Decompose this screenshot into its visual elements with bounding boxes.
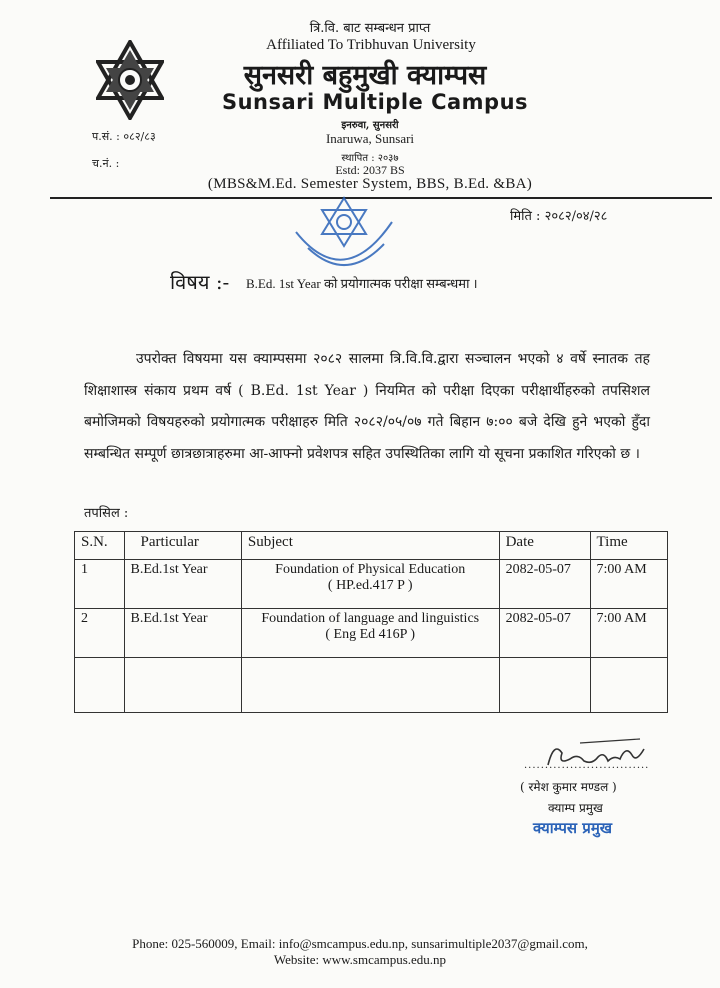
table-header-row: [75, 532, 668, 560]
campus-logo: [96, 40, 164, 120]
letter-date: मिति : २०८२/०४/२८: [510, 209, 608, 224]
row-time: 7:00 AM: [590, 609, 667, 658]
established-np: स्थापित : २०३७: [341, 153, 399, 164]
header-particular: Particular: [124, 532, 241, 560]
row-particular: B.Ed.1st Year: [124, 560, 241, 609]
subject-name: Foundation of Physical Education: [275, 562, 466, 577]
letter-body: उपरोक्त विषयमा यस क्याम्पसमा २०८२ सालमा त्रि.वि.वि.द्वारा सञ्चालन भएको ४ वर्षे स्नातक तह शिक्षाशास्त्र संकाय प्रथम वर्ष ( B.Ed. 1st Year ) नियमित को परीक्षा दिएका परीक्षार्थीहरुको तपसिशल बमोजिमको विषयहरुको प्रयोगात्मक परीक्षाहरु मिति २०८२/०५/०७ गते बिहान ७:०० बजे देखि हुने भएको हुँदा सम्बन्धित सम्पूर्ण छात्रछात्राहरुमा आ-आफ्नो प्रवेशपत्र सहित उपस्थितिका लागि यो सूचना प्रकाशित गरिएको छ ।: [84, 351, 650, 462]
signer-title: क्याम्प प्रमुख: [548, 801, 603, 815]
signature-line: ..............................: [524, 760, 650, 771]
row-date: 2082-05-07: [499, 609, 590, 658]
row-subject: [241, 609, 499, 658]
row-sn: 2: [75, 609, 125, 658]
row-subject: [241, 560, 499, 609]
campus-stamp: [288, 192, 400, 282]
address-en: Inaruwa, Sunsari: [325, 131, 415, 146]
table-row: [75, 560, 668, 609]
header-sn: S.N.: [75, 532, 125, 560]
address-np: इनरुवा, सुनसरी: [341, 120, 399, 131]
table-row-empty: [75, 658, 668, 713]
exam-schedule-table: [74, 531, 668, 713]
affiliation-en: Affiliated To Tribhuvan University: [266, 37, 476, 53]
details-label: तपसिल :: [84, 506, 129, 521]
header-date: Date: [499, 532, 590, 560]
header-subject: Subject: [241, 532, 499, 560]
campus-name-np: सुनसरी बहुमुखी क्याम्पस: [243, 60, 487, 91]
programs-list: (MBS&M.Ed. Semester System, BBS, B.Ed. &BA): [207, 176, 533, 192]
subject-name: Foundation of language and linguistics: [261, 611, 480, 626]
subject-code: ( Eng Ed 416P ): [325, 627, 416, 642]
row-time: 7:00 AM: [590, 560, 667, 609]
signer-name: ( रमेश कुमार मण्डल ): [520, 780, 617, 794]
dispatch-number: च.नं. :: [92, 157, 120, 170]
footer-website: Website: www.smcampus.edu.np: [273, 952, 447, 967]
subject-label: विषय :-: [170, 270, 230, 294]
reference-number: प.सं. : ०८२/८३: [92, 130, 156, 143]
header-time: Time: [590, 532, 667, 560]
footer-contact: Phone: 025-560009, Email: info@smcampus.edu.np, sunsarimultiple2037@gmail.com,: [132, 936, 588, 951]
campus-name-en: Sunsari Multiple Campus: [221, 90, 529, 114]
table-row: [75, 609, 668, 658]
chief-stamp: क्याम्पस प्रमुख: [533, 819, 613, 837]
row-sn: 1: [75, 560, 125, 609]
established-en: Estd: 2037 BS: [335, 163, 405, 177]
subject-text: B.Ed. 1st Year को प्रयोगात्मक परीक्षा सम्बन्धमा ।: [246, 276, 478, 291]
subject-code: ( HP.ed.417 P ): [327, 578, 413, 593]
affiliation-np: त्रि.वि. बाट सम्बन्धन प्राप्त: [309, 21, 431, 36]
row-particular: B.Ed.1st Year: [124, 609, 241, 658]
row-date: 2082-05-07: [499, 560, 590, 609]
